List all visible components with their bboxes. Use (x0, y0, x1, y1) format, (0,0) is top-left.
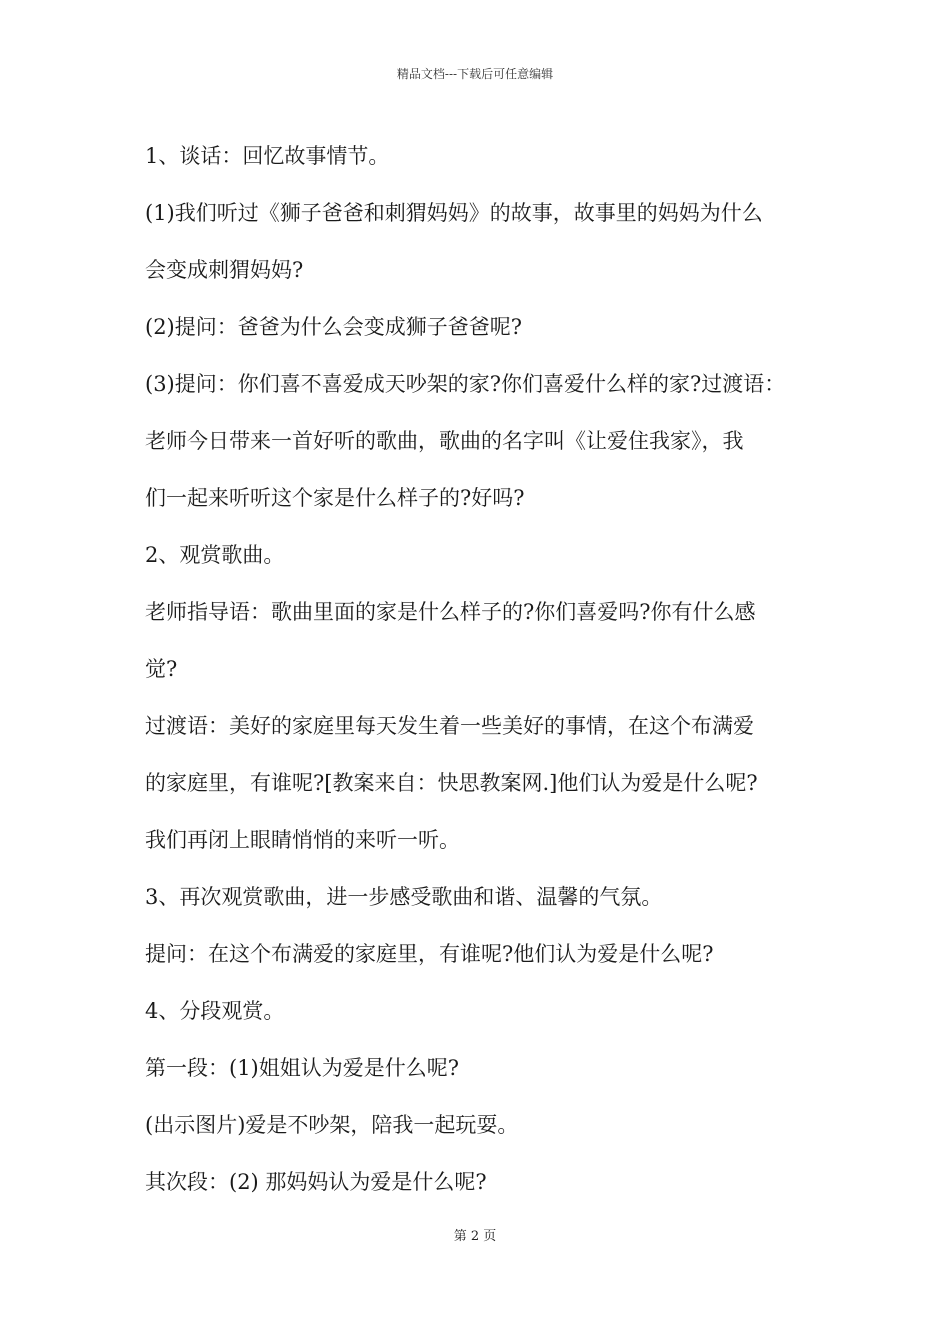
paragraph-line: 1、谈话：回忆故事情节。 (145, 144, 390, 168)
paragraph-line: 老师今日带来一首好听的歌曲，歌曲的名字叫《让爱住我家》，我 (145, 429, 744, 453)
paragraph-line: 2、观赏歌曲。 (145, 543, 285, 567)
paragraph-line: (3)提问：你们喜不喜爱成天吵架的家?你们喜爱什么样的家?过渡语： (145, 372, 786, 396)
page-header: 精品文档---下载后可任意编辑 (396, 67, 554, 81)
paragraph-line: 的家庭里，有谁呢?[教案来自：快思教案网.]他们认为爱是什么呢? (145, 771, 758, 795)
paragraph-line: 觉? (145, 657, 178, 681)
paragraph-line: 提问：在这个布满爱的家庭里，有谁呢?他们认为爱是什么呢? (145, 942, 714, 966)
page-number: 第 2 页 (453, 1229, 497, 1244)
paragraph-line: 过渡语：美好的家庭里每天发生着一些美好的事情，在这个布满爱 (145, 714, 754, 738)
paragraph-line: 们一起来听听这个家是什么样子的?好吗? (145, 486, 525, 510)
paragraph-line: 其次段：(2) 那妈妈认为爱是什么呢? (145, 1170, 487, 1194)
paragraph-line: (1)我们听过《狮子爸爸和刺猬妈妈》的故事，故事里的妈妈为什么 (145, 201, 763, 225)
paragraph-line: 3、再次观赏歌曲，进一步感受歌曲和谐、温馨的气氛。 (145, 885, 663, 909)
paragraph-line: 4、分段观赏。 (145, 999, 285, 1023)
paragraph-line: (2)提问：爸爸为什么会变成狮子爸爸呢? (145, 315, 523, 339)
paragraph-line: 我们再闭上眼睛悄悄的来听一听。 (145, 828, 460, 852)
paragraph-line: 第一段：(1)姐姐认为爱是什么呢? (145, 1056, 460, 1080)
paragraph-line: 老师指导语：歌曲里面的家是什么样子的?你们喜爱吗?你有什么感 (145, 600, 756, 624)
document-body (145, 128, 825, 1211)
paragraph-line: (出示图片)爱是不吵架，陪我一起玩耍。 (145, 1113, 519, 1137)
paragraph-line: 会变成刺猬妈妈? (145, 258, 304, 282)
